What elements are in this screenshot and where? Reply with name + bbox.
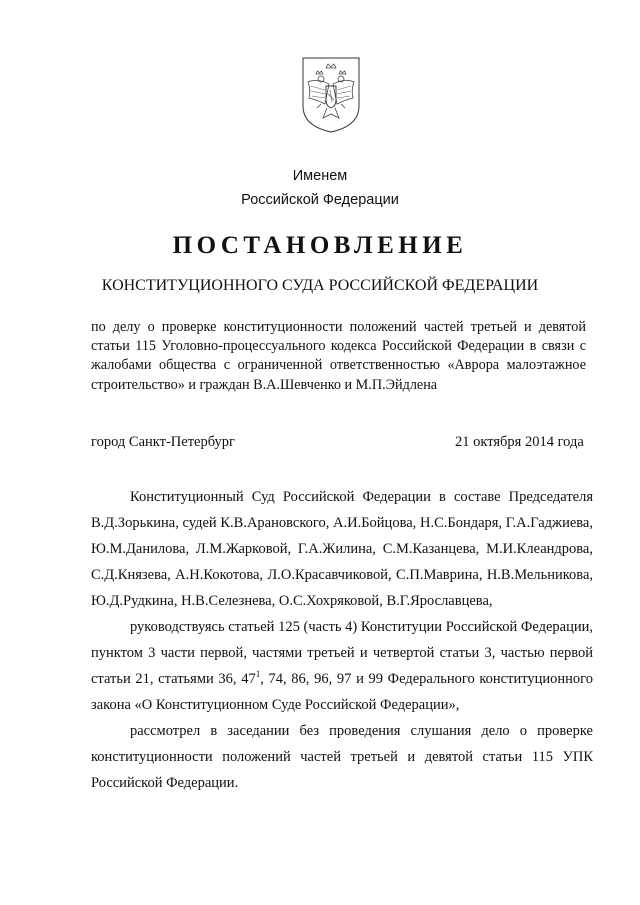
russian-federation-line: Российской Федерации <box>241 192 399 208</box>
body-paragraph-composition: Конституционный Суд Российской Федерации в составе Председателя В.Д.Зорькина, судей К.В.Арановского, А.И.Бойцова, Н.С.Бондаря, Г.А.Гаджиева, Ю.М.Данилова, Л.М.Жарковой, Г.А.Жилина, С.М.Казанцева, М.И.Клеандрова, С.Д.Князева, А.Н.Кокотова, Л.О.Красавчиковой, С.П.Маврина, Н.В.Мельникова, Ю.Д.Рудкина, Н.В.Селезнева, О.С.Хохряковой, В.Г.Ярославцева, <box>91 489 593 609</box>
case-subject: по делу о проверке конституционности положений частей третьей и девятой статьи 115 Уголовно-процессуального кодекса Российской Федерации в связи с жалобами общества с ограниченной ответственностью «Аврора малоэтажное строительство» и граждан В.А.Шевченко и М.П.Эйдлена <box>91 319 586 393</box>
double-headed-eagle-icon <box>299 56 363 134</box>
date-of-issue: 21 октября 2014 года <box>455 434 584 450</box>
body-paragraph-legal-basis <box>91 614 593 718</box>
place-of-issue: город Санкт-Петербург <box>91 434 236 450</box>
in-the-name-block <box>0 164 640 212</box>
body-paragraph-considered: рассмотрел в заседании без проведения слушания дело о проверке конституционности положений частей третьей и девятой статьи 115 УПК Российской Федерации. <box>91 723 593 791</box>
document-body <box>91 484 593 796</box>
in-the-name-line: Именем <box>292 168 348 184</box>
article-superscript: 1 <box>255 669 261 679</box>
legal-basis-text-start: руководствуясь статьей 125 (часть 4) Конституции Российской Федерации, пунктом 3 части первой, частями третьей и четвертой статьи 3, частью первой статьи 21, статьями 36, 47 <box>91 619 593 687</box>
coat-of-arms-emblem <box>299 56 363 134</box>
legal-basis-text-end: , 74, 86, 96, 97 и 99 Федерального конституционного закона «О Конституционном Суде Российской Федерации», <box>91 671 593 713</box>
court-name: КОНСТИТУЦИОННОГО СУДА РОССИЙСКОЙ ФЕДЕРАЦИИ <box>101 277 539 294</box>
document-title: ПОСТАНОВЛЕНИЕ <box>172 232 468 259</box>
